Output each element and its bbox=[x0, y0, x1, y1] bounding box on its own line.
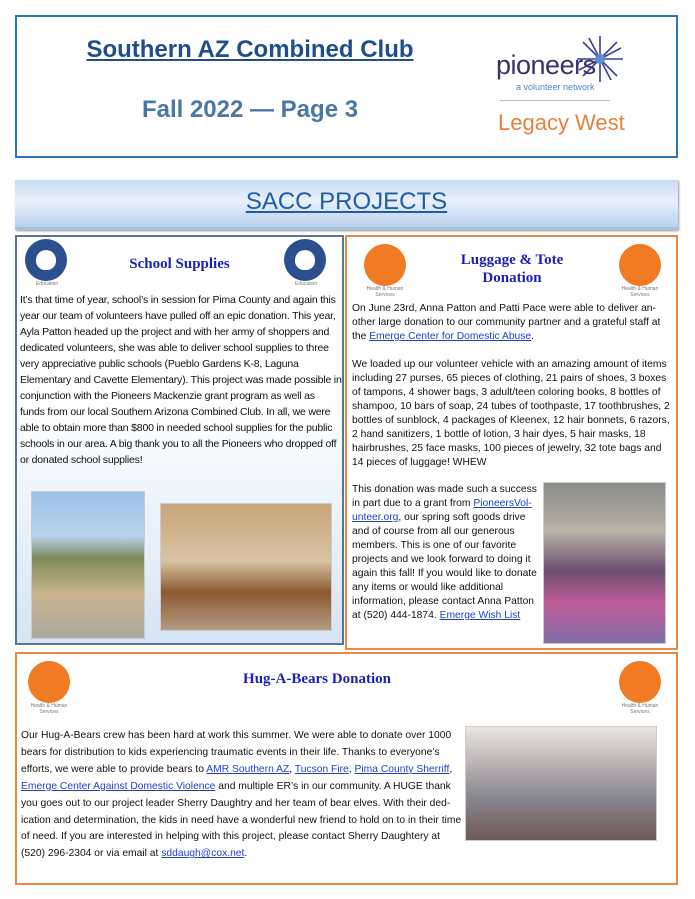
icon-label: Education bbox=[294, 281, 318, 287]
paragraph: We loaded up our volunteer vehicle with an amazing amount of items including 27 purses, 65 pieces of clothing, 21 pairs of shoes, 3 boxes of tampons, 4 shower bags, 3 adult/teen coloring books, 8 bottles of shampoo, 10 bars of soap, 24 tubes of toothpaste, 17 toothbrushes, 2 bottles of sunblock, 4 packages of Kleenex, 12 hair bonnets, 6 razors, 2 hand sanitizers, 1 bottle of lotion, 3 hair dyes, 5 hair masks, 18 hairbrushes, 25 face masks, 100 pieces of jewelry, 32 tote bags and 14 pieces of luggage! WHEW bbox=[352, 359, 670, 468]
photo-volunteer-with-cart bbox=[31, 491, 145, 639]
education-badge-left bbox=[25, 239, 69, 287]
card-title bbox=[427, 251, 597, 287]
icon-label: Health & Human Services bbox=[366, 286, 404, 298]
tucson-fire-link[interactable]: Tucson Fire bbox=[294, 763, 349, 775]
heart-icon bbox=[364, 244, 406, 286]
card-body bbox=[21, 728, 466, 863]
issue-subtitle: Fall 2022 — Page 3 bbox=[141, 96, 359, 123]
amr-link[interactable]: AMR Southern AZ bbox=[206, 763, 290, 775]
logo-divider bbox=[500, 100, 610, 101]
heart-icon bbox=[619, 244, 661, 286]
emerge-center-link[interactable]: Emerge Center Against Domestic Violence bbox=[21, 780, 216, 792]
text: , bbox=[449, 763, 453, 775]
icon-label: Health & Human Services bbox=[621, 703, 659, 715]
section-title: SACC PROJECTS bbox=[245, 188, 448, 215]
heart-icon bbox=[28, 661, 70, 703]
text: and multiple ER’s in our community. A HUGE thank you goes out to our project leader Sherry Daughtry and her team of bear elves. With their dedication and determination, the kids in need have a wonderful new friend to hold on to in their time of need. If you are interested in helping with this project, please contact Sherry Daughtery at (520) 296-2304 or via email at bbox=[21, 780, 462, 860]
card-title: School Supplies bbox=[129, 256, 230, 272]
legacy-west-logo: Legacy West bbox=[498, 110, 625, 135]
card-body-2 bbox=[352, 483, 542, 623]
club-title: Southern AZ Combined Club bbox=[86, 36, 414, 63]
pioneers-volunteer-link[interactable]: PioneersVolunteer.org bbox=[352, 498, 532, 523]
photo-donated-items bbox=[543, 482, 666, 644]
health-badge-left bbox=[363, 244, 407, 298]
emerge-wish-list-link[interactable]: Emerge Wish List bbox=[439, 610, 521, 621]
text: , bbox=[348, 763, 355, 775]
email-link[interactable]: sddaugh@cox.net bbox=[161, 848, 245, 860]
card-title: Hug-A-Bears Donation bbox=[243, 671, 391, 687]
icon-label: Health & Human Services bbox=[30, 703, 68, 715]
icon-label: Health & Human Services bbox=[621, 286, 659, 298]
text: . bbox=[531, 331, 535, 342]
heart-icon bbox=[619, 661, 661, 703]
text: , our spring soft goods drive and of course from all our generous members. This is one of our favorite projects and we look forward to doing it again this fall! If you would like to donate any items or would like additional information, please contact Anna Patton at (520) 444-1874. bbox=[352, 512, 537, 621]
emerge-center-link[interactable]: Emerge Center for Domestic Abuse bbox=[369, 331, 532, 342]
title-line: Donation bbox=[482, 270, 542, 286]
apple-icon bbox=[25, 239, 67, 281]
health-badge-right bbox=[618, 244, 662, 298]
card-body: It’s that time of year, school’s in session for Pima County and again this year our team of volunteers have pulled off an epic donation. This year, Ayla Patton headed up the project and with her army of shoppers and dedicated volunteers, she was able to deliver school supplies to three very appreciative public schools (Pueblo Gardens K-8, Laguna Elementary and Cavette Elementary). This project was made possible in conjunction with the Pioneers Mackenzie grant program as well as funds from our local Southern Arizona Combined Club. In all, we were able to obtain more than $800 in needed school supplies for the public schools in our area. A big thank you to all the Pioneers who dropped off or donated school supplies! bbox=[20, 294, 342, 466]
text: This donation was made such a success in part due to a grant from bbox=[352, 484, 537, 509]
school-supplies-card bbox=[15, 235, 344, 645]
section-banner bbox=[15, 180, 678, 230]
health-badge-left bbox=[27, 661, 71, 715]
apple-icon bbox=[284, 239, 326, 281]
paragraph bbox=[352, 302, 674, 344]
photo-school-donation bbox=[160, 503, 332, 631]
text: , bbox=[289, 763, 295, 775]
health-badge-right bbox=[618, 661, 662, 715]
icon-label: Education bbox=[35, 281, 59, 287]
text: Our Hug-A-Bears crew has been hard at work this summer. We were able to donate over 1000 bears for distribution to kids experiencing traumatic events in their life. Thanks to everyone’s efforts, we were able to provide bears to bbox=[21, 730, 452, 775]
title-line: Luggage & Tote bbox=[460, 252, 564, 268]
education-badge-right bbox=[284, 239, 328, 287]
luggage-tote-card bbox=[345, 235, 678, 650]
photo-bags-of-bears bbox=[465, 726, 657, 841]
pima-sheriff-link[interactable]: Pima County Sherriff bbox=[354, 763, 450, 775]
text: . bbox=[244, 848, 248, 860]
card-body bbox=[352, 302, 674, 470]
hug-a-bears-card bbox=[15, 652, 678, 885]
text: On June 23rd, Anna Patton and Patti Pace were able to deliver another large donation to our community partner and a grateful staff at the bbox=[352, 303, 661, 342]
pioneers-logo: pioneers bbox=[496, 50, 596, 80]
logo-tagline: a volunteer network bbox=[516, 82, 595, 92]
